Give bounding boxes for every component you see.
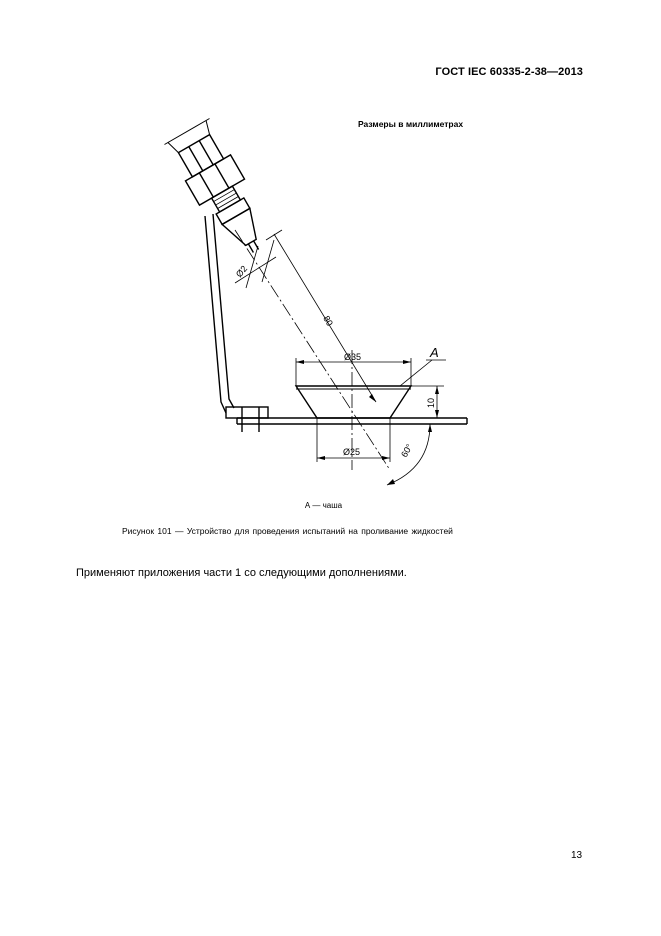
label-angle: 60° [399,442,415,459]
body-paragraph: Применяют приложения части 1 со следующими дополнениями. [76,567,407,579]
document-header: ГОСТ IEC 60335-2-38—2013 [435,66,583,78]
label-callout-a: А [430,345,439,360]
stand-clamp [226,407,268,418]
label-height: 10 [426,397,436,408]
nozzle-axis [235,230,390,470]
label-length: 80 [321,314,335,328]
page-number: 13 [571,850,583,861]
figure-legend: А — чаша [304,501,343,510]
label-diameter-nozzle: Ø2 [233,263,250,280]
cup [296,386,411,418]
label-diameter-bottom: Ø25 [343,447,361,457]
nozzle-holder [164,119,278,265]
label-diameter-top: Ø35 [344,352,362,362]
figure-caption: Рисунок 101 — Устройство для проведения испытаний на проливание жидкостей [122,526,453,536]
units-note: Размеры в миллиметрах [358,119,464,129]
stand-rod-inner [213,214,234,408]
